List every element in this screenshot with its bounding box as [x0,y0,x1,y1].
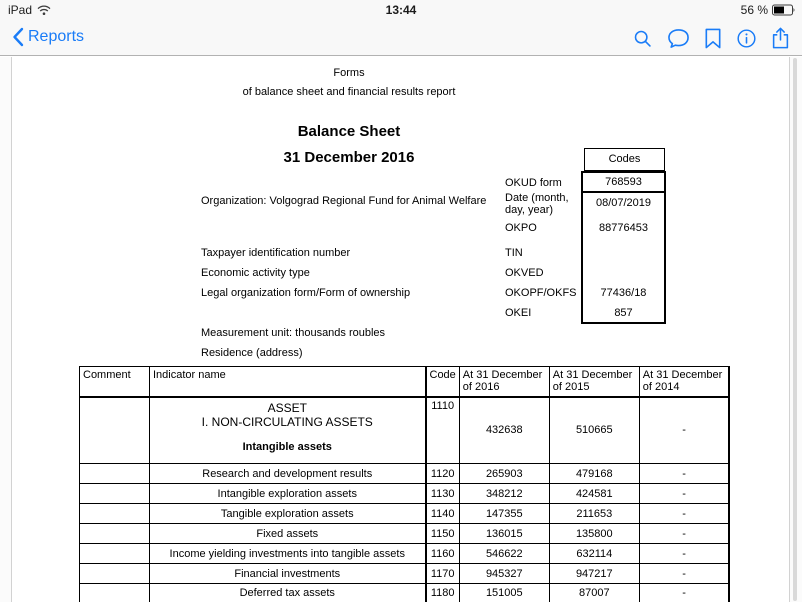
cell-2016: 432638 [459,397,549,464]
battery-icon [772,4,796,16]
vertical-scrollbar[interactable] [793,58,797,601]
nav-bar [0,20,802,56]
okud-label: OKUD form [505,177,562,189]
cell-code: 1120 [426,464,460,484]
cell-2015: 947217 [549,564,639,584]
cell-name: Fixed assets [150,524,426,544]
cell-2015: 632114 [549,544,639,564]
table-row-1120 [80,464,730,484]
back-button[interactable] [12,27,84,47]
col-code: Code [426,367,460,397]
tin-label: TIN [505,247,523,259]
okei-value: 857 [614,307,633,319]
codes-value-box [581,171,666,324]
cell-2014: - [639,504,729,524]
comment-icon[interactable] [667,28,690,49]
cell-2016: 348212 [459,484,549,504]
table-row-1170 [80,564,730,584]
okved-label: OKVED [505,267,544,279]
table-row-1150 [80,524,730,544]
okei-label: OKEI [505,307,532,319]
balance-sheet-table [79,366,730,602]
back-chevron-icon [12,27,24,47]
col-comment: Comment [80,367,150,397]
residence-line: Residence (address) [201,347,303,359]
cell-2014: - [639,397,729,464]
doc-date: 31 December 2016 [283,149,415,166]
cell-code: 1160 [426,544,460,564]
back-label: Reports [28,28,85,45]
codes-header-cell: Codes [584,148,665,171]
device-name: iPad [8,3,33,17]
cell-code: 1140 [426,504,460,524]
cell-section-name: ASSET I. NON-CIRCULATING ASSETS Intangible assets [150,397,426,464]
date-label: Date (month, day, year) [505,192,569,216]
cell-name: Deferred tax assets [150,584,426,602]
table-header-row [80,367,730,397]
cell-2016: 136015 [459,524,549,544]
status-bar [0,0,802,20]
search-icon[interactable] [632,28,653,49]
organization-line: Organization: Volgograd Regional Fund for Animal Welfare [201,195,487,207]
cell-code: 1150 [426,524,460,544]
cell-2015: 211653 [549,504,639,524]
cell-comment [80,397,150,464]
okpo-value: 88776453 [599,222,648,234]
cell-2014: - [639,484,729,504]
document-page [11,57,790,602]
document-viewer [0,57,802,602]
col-2014: At 31 December of 2014 [639,367,729,397]
codes-okud-divider [581,191,666,193]
doc-form-line1: Forms [333,67,365,79]
doc-title: Balance Sheet [297,123,401,140]
cell-2015: 135800 [549,524,639,544]
doc-form-line2: of balance sheet and financial results report [242,86,456,98]
cell-2014: - [639,584,729,602]
cell-name: Intangible exploration assets [150,484,426,504]
col-2015: At 31 December of 2015 [549,367,639,397]
okpo-label: OKPO [505,222,537,234]
cell-2016: 265903 [459,464,549,484]
cell-2016: 945327 [459,564,549,584]
cell-2015: 510665 [549,397,639,464]
cell-2014: - [639,464,729,484]
cell-name: Research and development results [150,464,426,484]
cell-2014: - [639,564,729,584]
table-row-1180 [80,584,730,602]
table-row-section-1110 [80,397,730,464]
cell-code: 1110 [426,397,460,464]
table-row-1160 [80,544,730,564]
cell-2015: 424581 [549,484,639,504]
info-icon[interactable] [736,28,757,49]
cell-2016: 546622 [459,544,549,564]
cell-2016: 147355 [459,504,549,524]
cell-name: Financial investments [150,564,426,584]
cell-2014: - [639,524,729,544]
cell-2014: - [639,544,729,564]
cell-name: Income yielding investments into tangible assets [150,544,426,564]
cell-2015: 87007 [549,584,639,602]
legal-form-line: Legal organization form/Form of ownership [201,287,411,299]
cell-code: 1130 [426,484,460,504]
taxpayer-line: Taxpayer identification number [201,247,351,259]
col-indicator-name: Indicator name [150,367,426,397]
clock: 13:44 [385,3,417,17]
okopf-okfs-value: 77436/18 [600,287,647,299]
cell-2015: 479168 [549,464,639,484]
okud-value: 768593 [605,176,642,188]
measurement-unit-line: Measurement unit: thousands roubles [201,327,386,339]
battery-percent: 56 % [740,3,768,17]
cell-2016: 151005 [459,584,549,602]
share-icon[interactable] [771,27,790,49]
economic-activity-line: Economic activity type [201,267,310,279]
col-2016: At 31 December of 2016 [459,367,549,397]
cell-name: Tangible exploration assets [150,504,426,524]
cell-code: 1170 [426,564,460,584]
cell-code: 1180 [426,584,460,602]
date-value: 08/07/2019 [595,197,652,209]
table-row-1140 [80,504,730,524]
table-row-1130 [80,484,730,504]
okopf-okfs-label: OKOPF/OKFS [505,287,577,299]
bookmark-icon[interactable] [704,28,722,49]
